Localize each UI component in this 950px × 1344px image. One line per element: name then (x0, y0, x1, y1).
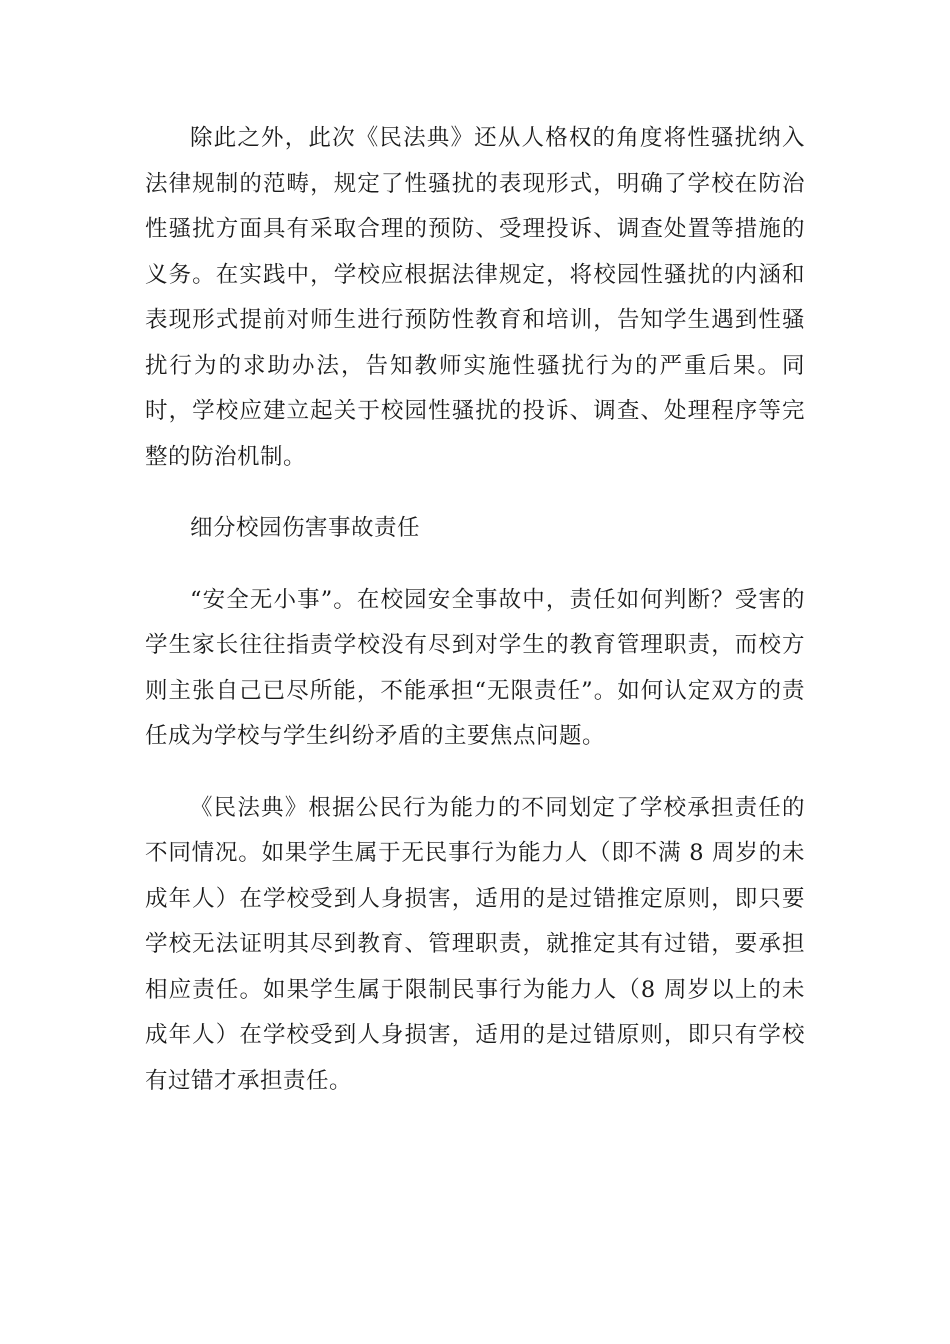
paragraph-gap (145, 760, 805, 786)
paragraph-gap (145, 552, 805, 578)
paragraph-gap (145, 480, 805, 506)
section-heading: 细分校园伤害事故责任 (190, 515, 421, 541)
paragraph-campus-safety: “安全无小事”。在校园安全事故中，责任如何判断？受害的学生家长往往指责学校没有尽到对学生的教育管理职责，而校方则主张自己已尽所能，不能承担“无限责任”。如何认定双方的责任成为学校与学生纠纷矛盾的主要焦点问题。 (145, 586, 805, 749)
paragraph-sexual-harassment: 除此之外，此次《民法典》还从人格权的角度将性骚扰纳入法律规制的范畴，规定了性骚扰的表现形式，明确了学校在防治性骚扰方面具有采取合理的预防、受理投诉、调查处置等措施的义务。在实践中，学校应根据法律规定，将校园性骚扰的内涵和表现形式提前对师生进行预防性教育和培训，告知学生遇到性骚扰行为的求助办法，告知教师实施性骚扰行为的严重后果。同时，学校应建立起关于校园性骚扰的投诉、调查、处理程序等完整的防治机制。 (145, 125, 805, 470)
paragraph-civil-code-liability: 《民法典》根据公民行为能力的不同划定了学校承担责任的不同情况。如果学生属于无民事行为能力人（即不满 8 周岁的未成年人）在学校受到人身损害，适用的是过错推定原则，即只要学校无法证明其尽到教育、管理职责，就推定其有过错，要承担相应责任。如果学生属于限制民事行为能力人（8 周岁以上的未成年人）在学校受到人身损害，适用的是过错原则，即只有学校有过错才承担责任。 (145, 794, 805, 1094)
document-page (145, 116, 805, 1104)
